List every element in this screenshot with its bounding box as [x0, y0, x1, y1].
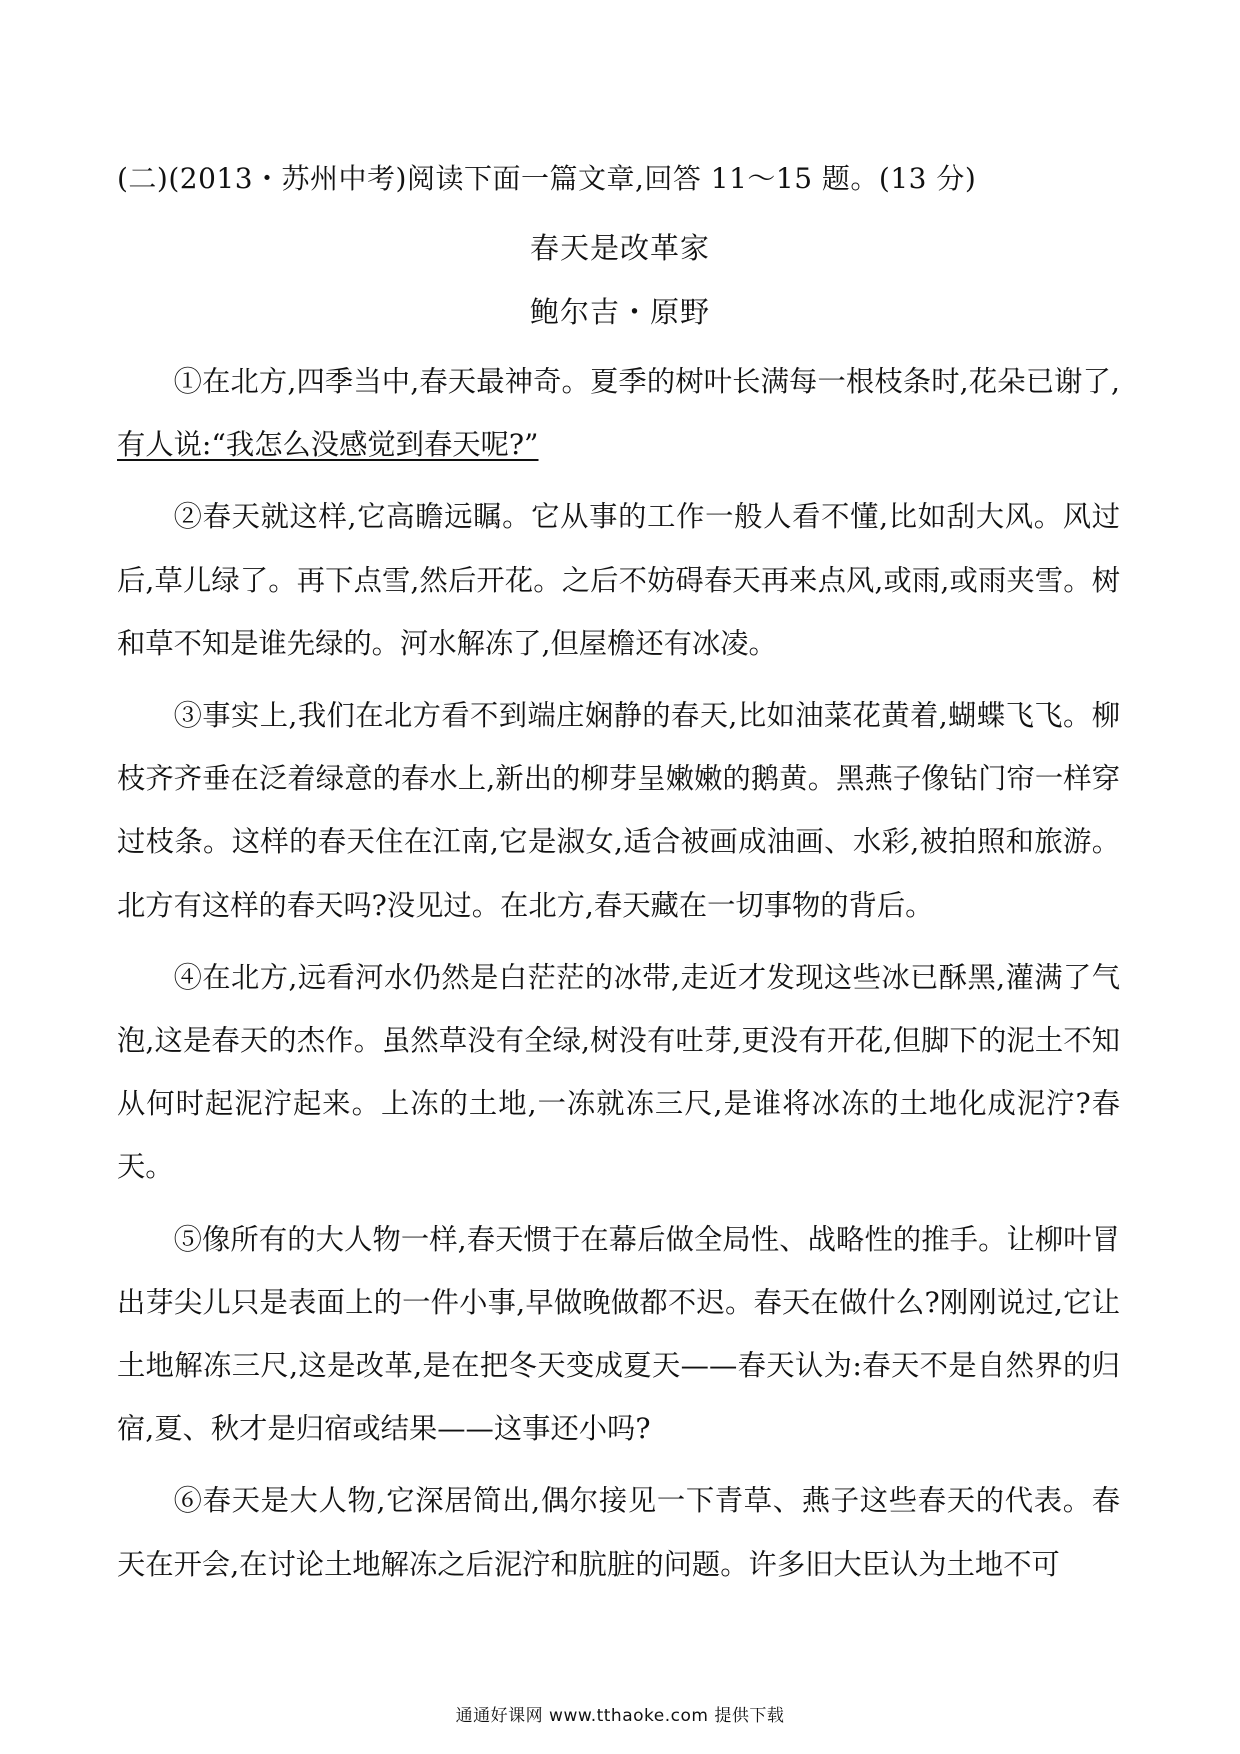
underlined-sentence: 有人说:“我怎么没感觉到春天呢?”	[117, 428, 539, 462]
paragraph-1	[117, 350, 1120, 476]
paragraph-4: ④在北方,远看河水仍然是白茫茫的冰带,走近才发现这些冰已酥黑,灌满了气泡,这是春天的杰作。虽然草没有全绿,树没有吐芽,更没有开花,但脚下的泥土不知从何时起泥泞起来。上冻的土地,一冻就冻三尺,是谁将冰冻的土地化成泥泞?春天。	[117, 960, 1120, 1184]
paragraph-2: ②春天就这样,它高瞻远瞩。它从事的工作一般人看不懂,比如刮大风。风过后,草儿绿了。再下点雪,然后开花。之后不妨碍春天再来点风,或雨,或雨夹雪。树和草不知是谁先绿的。河水解冻了,但屋檐还有冰凌。	[117, 500, 1120, 660]
paragraph-5: ⑤像所有的大人物一样,春天惯于在幕后做全局性、战略性的推手。让柳叶冒出芽尖儿只是表面上的一件小事,早做晚做都不迟。春天在做什么?刚刚说过,它让土地解冻三尺,这是改革,是在把冬天变成夏天——春天认为:春天不是自然界的归宿,夏、秋才是归宿或结果——这事还小吗?	[117, 1222, 1120, 1446]
article-title: 春天是改革家	[529, 231, 710, 265]
article-body	[117, 350, 1120, 1605]
download-footer: 通通好课网 www.tthaoke.com 提供下载	[455, 1706, 785, 1726]
paragraph-3: ③事实上,我们在北方看不到端庄娴静的春天,比如油菜花黄着,蝴蝶飞飞。柳枝齐齐垂在泛着绿意的春水上,新出的柳芽呈嫩嫩的鹅黄。黑燕子像钻门帘一样穿过枝条。这样的春天住在江南,它是淑女,适合被画成油画、水彩,被拍照和旅游。北方有这样的春天吗?没见过。在北方,春天藏在一切事物的背后。	[117, 699, 1120, 922]
paragraph-1-text: ①在北方,四季当中,春天最神奇。夏季的树叶长满每一根枝条时,花朵已谢了,	[173, 365, 1120, 398]
paragraph-6: ⑥春天是大人物,它深居简出,偶尔接见一下青草、燕子这些春天的代表。春天在开会,在讨论土地解冻之后泥泞和肮脏的问题。许多旧大臣认为土地不可	[117, 1484, 1120, 1581]
article-author: 鲍尔吉・原野	[529, 295, 710, 329]
question-intro: (二)(2013・苏州中考)阅读下面一篇文章,回答 11～15 题。(13 分)	[117, 162, 977, 195]
